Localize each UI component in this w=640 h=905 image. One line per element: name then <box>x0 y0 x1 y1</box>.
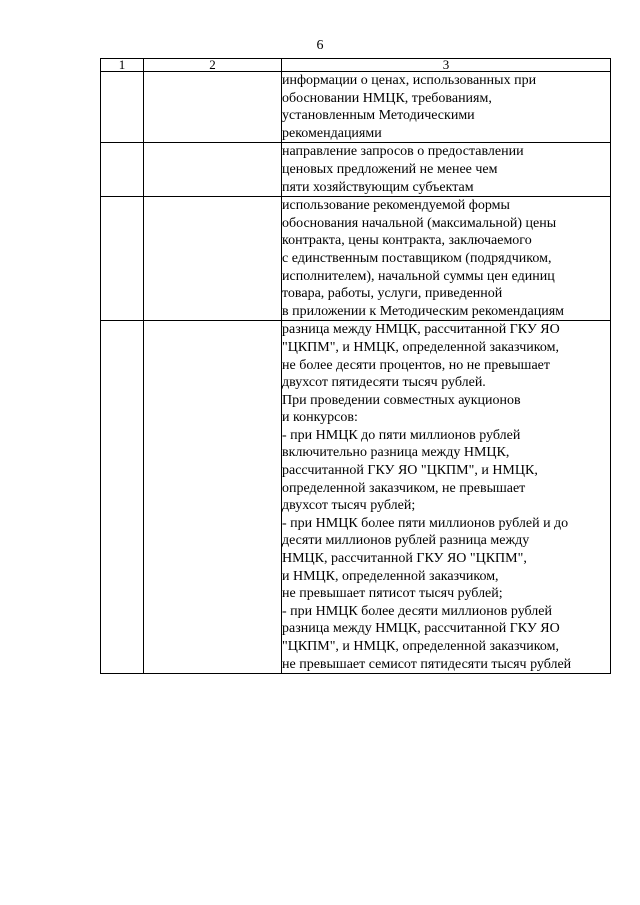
text-line: в приложении к Методическим рекомендациям <box>282 303 565 319</box>
text-line: обосновании НМЦК, требованиям, <box>282 90 492 106</box>
text-line: десяти миллионов рублей разница между <box>282 533 530 549</box>
text-line: не превышает пятисот тысяч рублей; <box>282 586 503 602</box>
table-row <box>101 321 611 674</box>
text-line: использование рекомендуемой формы <box>282 198 510 214</box>
cell-col-2 <box>144 72 282 143</box>
text-line: обоснования начальной (максимальной) цены <box>282 215 557 231</box>
cell-col-1 <box>101 321 144 674</box>
text-line: - при НМЦК более пяти миллионов рублей и до <box>282 515 569 531</box>
text-line: не превышает семисот пятидесяти тысяч рублей <box>282 656 572 672</box>
page-number: 6 <box>316 38 324 53</box>
text-line: установленным Методическими <box>282 108 475 124</box>
text-line: пяти хозяйствующим субъектам <box>282 179 474 195</box>
cell-description <box>282 197 611 321</box>
text-line: рекомендациями <box>282 125 382 141</box>
table-row <box>101 197 611 321</box>
column-header-3: 3 <box>282 59 611 72</box>
text-line: с единственным поставщиком (подрядчиком, <box>282 250 552 266</box>
text-line: не более десяти процентов, но не превышает <box>282 357 550 373</box>
text-line: ценовых предложений не менее чем <box>282 161 498 177</box>
text-line: и конкурсов: <box>282 410 358 426</box>
text-line: - при НМЦК более десяти миллионов рублей <box>282 603 552 619</box>
text-line: рассчитанной ГКУ ЯО "ЦКПМ", и НМЦК, <box>282 463 538 479</box>
text-line: направление запросов о предоставлении <box>282 144 524 160</box>
cell-description <box>282 321 611 674</box>
text-line: исполнителем), начальной суммы цен единиц <box>282 268 555 284</box>
text-line: включительно разница между НМЦК, <box>282 445 510 461</box>
cell-col-2 <box>144 197 282 321</box>
text-line: разница между НМЦК, рассчитанной ГКУ ЯО <box>282 322 560 338</box>
table-body <box>101 72 611 674</box>
table-row <box>101 143 611 197</box>
text-line: двухсот пятидесяти тысяч рублей. <box>282 375 486 391</box>
text-line: товара, работы, услуги, приведенной <box>282 286 503 302</box>
text-line: двухсот тысяч рублей; <box>282 498 416 514</box>
text-line: контракта, цены контракта, заключаемого <box>282 233 532 249</box>
cell-col-1 <box>101 197 144 321</box>
text-line: НМЦК, рассчитанной ГКУ ЯО "ЦКПМ", <box>282 551 527 567</box>
cell-description <box>282 143 611 197</box>
text-line: "ЦКПМ", и НМЦК, определенной заказчиком, <box>282 639 559 654</box>
cell-col-1 <box>101 72 144 143</box>
text-line: информации о ценах, использованных при <box>282 73 537 88</box>
cell-description <box>282 72 611 143</box>
cell-col-1 <box>101 143 144 197</box>
text-line: и НМЦК, определенной заказчиком, <box>282 568 499 584</box>
column-header-1: 1 <box>101 59 144 72</box>
cell-col-2 <box>144 321 282 674</box>
table-row <box>101 72 611 143</box>
column-header-2: 2 <box>144 59 282 72</box>
text-line: разница между НМЦК, рассчитанной ГКУ ЯО <box>282 621 560 637</box>
text-line: "ЦКПМ", и НМЦК, определенной заказчиком, <box>282 339 559 355</box>
cell-col-2 <box>144 143 282 197</box>
text-line: При проведении совместных аукционов <box>282 392 521 408</box>
criteria-table <box>100 58 611 674</box>
text-line: - при НМЦК до пяти миллионов рублей <box>282 427 521 443</box>
table-header-row <box>101 59 611 72</box>
text-line: определенной заказчиком, не превышает <box>282 480 526 496</box>
